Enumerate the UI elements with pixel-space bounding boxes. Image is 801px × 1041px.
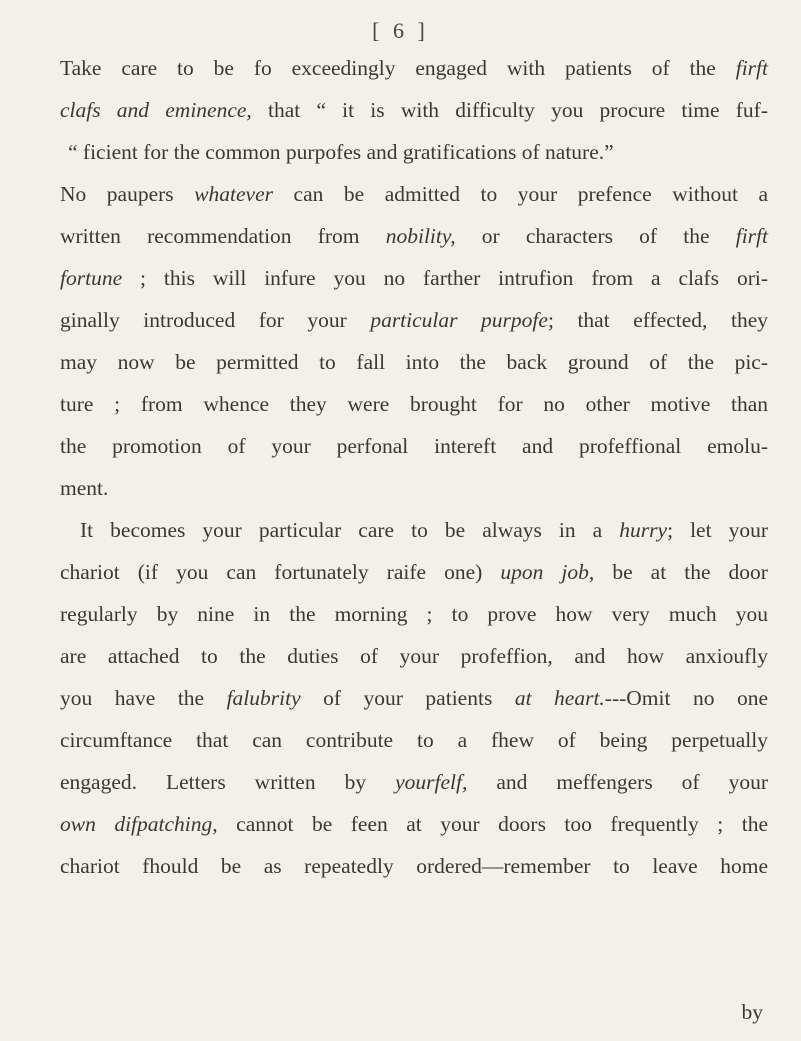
text-line (60, 641, 768, 671)
text-segment: ture ; from whence they were brought for no other motive than (60, 392, 768, 416)
text-line (60, 137, 768, 167)
text-line (60, 725, 768, 755)
text-segment: the promotion of your perfonal intereft and profeffional emolu- (60, 434, 768, 458)
text-line (60, 221, 768, 251)
text-segment: or characters of the (455, 224, 736, 248)
text-segment: chariot fhould be as repeatedly ordered—remember to leave home (60, 854, 768, 878)
catchword: by (741, 1000, 763, 1024)
text-line (60, 851, 768, 881)
italic-text: own difpatching, (60, 812, 218, 836)
italic-text: firft (735, 56, 768, 80)
text-segment: cannot be feen at your doors too frequently ; the (217, 812, 768, 836)
text-segment: regularly by nine in the morning ; to prove how very much you (60, 602, 768, 626)
text-segment: ginally introduced for your (60, 308, 371, 332)
text-line (60, 809, 768, 839)
italic-text: falubrity (226, 686, 301, 710)
text-line (60, 767, 768, 797)
text-line (60, 95, 768, 125)
italic-text: particular purpofe (370, 308, 548, 332)
text-segment: are attached to the duties of your profeffion, and how anxioufly (60, 644, 768, 668)
text-segment: you have the (60, 686, 227, 710)
text-segment: chariot (if you can fortunately raife one) (60, 560, 501, 584)
text-line (60, 263, 768, 293)
italic-text: at heart. (514, 686, 605, 710)
text-line (60, 473, 768, 503)
text-segment: Take care to be fo exceedingly engaged with patients of the (60, 56, 736, 80)
text-segment: It becomes your particular care to be always in a (80, 518, 620, 542)
page-number: [ 6 ] (372, 18, 429, 43)
italic-text: nobility, (385, 224, 456, 248)
text-segment: and meffengers of your (467, 770, 768, 794)
italic-text: fortune (60, 266, 123, 290)
text-segment: written recommendation from (60, 224, 386, 248)
text-segment: ---Omit no one (604, 686, 768, 710)
text-line (60, 557, 768, 587)
text-segment: circumftance that can contribute to a fhew of being perpetually (60, 728, 768, 752)
italic-text: clafs and eminence, (60, 98, 252, 122)
italic-text: whatever (194, 182, 274, 206)
text-segment: that “ it is with difficulty you procure time fuf- (251, 98, 768, 122)
text-segment: ment. (60, 476, 109, 500)
text-line (60, 431, 768, 461)
italic-text: yourfelf, (395, 770, 468, 794)
text-segment: may now be permitted to fall into the back ground of the pic- (60, 350, 768, 374)
text-line (60, 179, 768, 209)
italic-text: hurry (619, 518, 668, 542)
text-line (60, 683, 768, 713)
text-segment: be at the door (594, 560, 768, 584)
text-line (60, 53, 768, 83)
text-segment: can be admitted to your prefence without a (273, 182, 768, 206)
text-line (60, 389, 768, 419)
text-line (60, 599, 768, 629)
italic-text: upon job, (500, 560, 595, 584)
text-segment: No paupers (60, 182, 195, 206)
italic-text: firft (735, 224, 768, 248)
text-segment: “ ficient for the common purpofes and gratifications of nature.” (68, 140, 614, 164)
text-segment: ; this will infure you no farther intrufion from a clafs ori- (122, 266, 768, 290)
text-segment: of your patients (300, 686, 515, 710)
text-line (60, 347, 768, 377)
text-line (60, 305, 768, 335)
text-segment: ; let your (667, 518, 769, 542)
text-segment: engaged. Letters written by (60, 770, 396, 794)
text-line (60, 515, 768, 545)
text-segment: ; that effected, they (547, 308, 768, 332)
